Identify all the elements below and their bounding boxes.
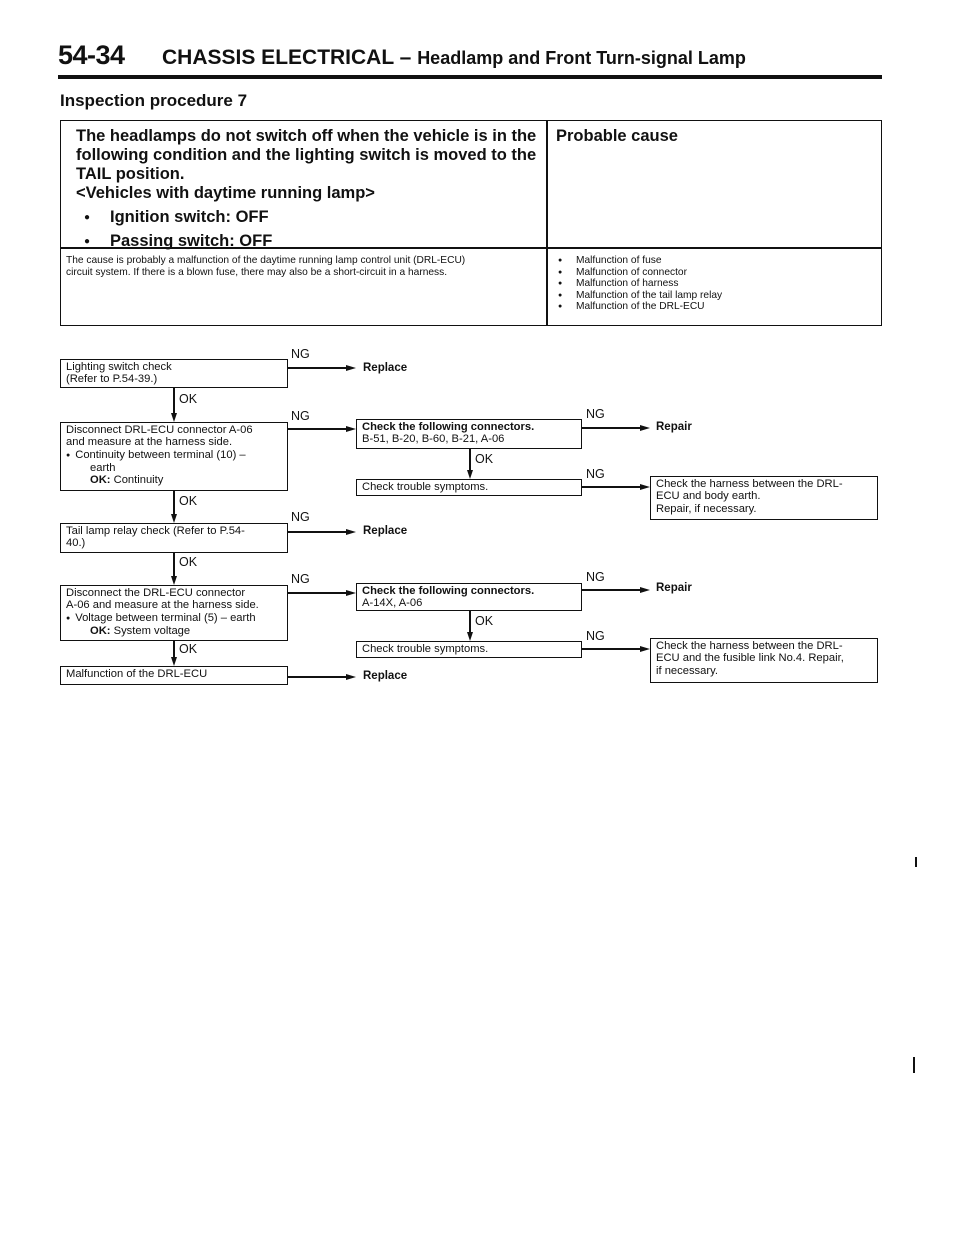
arrow-right-icon bbox=[346, 365, 356, 371]
arrow-down-icon bbox=[467, 632, 473, 641]
step-text: Disconnect DRL-ECU connector A-06 bbox=[66, 424, 253, 436]
connector-line bbox=[288, 676, 346, 678]
connector-line bbox=[582, 589, 640, 591]
step-check-harness-fusible-link bbox=[650, 638, 878, 683]
arrow-down-icon bbox=[171, 576, 177, 585]
connector-line bbox=[469, 611, 471, 633]
cause-item: ● Malfunction of the tail lamp relay bbox=[558, 290, 722, 302]
arrow-down-icon bbox=[171, 657, 177, 666]
procedure-title: Inspection procedure 7 bbox=[60, 91, 248, 110]
arrow-right-icon bbox=[640, 425, 650, 431]
ok-criteria-value: Continuity bbox=[113, 474, 164, 487]
connector-line bbox=[288, 367, 346, 369]
scan-mark bbox=[915, 857, 917, 867]
step-text: Disconnect the DRL-ECU connector bbox=[66, 587, 246, 599]
step-text: ● Voltage between terminal (5) – earth bbox=[66, 612, 282, 625]
ok-label: OK bbox=[179, 642, 198, 656]
step-text: B-51, B-20, B-60, B-21, A-06 bbox=[362, 433, 505, 446]
connector-line bbox=[173, 388, 175, 414]
step-voltage-check bbox=[60, 585, 288, 641]
step-text: Lighting switch check bbox=[66, 361, 172, 373]
connector-line bbox=[173, 491, 175, 515]
step-text: ECU and the fusible link No.4. Repair, bbox=[656, 652, 844, 665]
result-replace: Replace bbox=[363, 525, 408, 537]
step-text: Check the following connectors. bbox=[362, 585, 535, 597]
ng-label: NG bbox=[291, 409, 310, 423]
cause-item: ● Malfunction of connector bbox=[558, 267, 722, 279]
result-repair: Repair bbox=[656, 582, 692, 594]
title-dash: – bbox=[399, 46, 412, 69]
step-text: Check the harness between the DRL- bbox=[656, 640, 843, 652]
step-text: and measure at the harness side. bbox=[66, 436, 233, 449]
step-text: Check trouble symptoms. bbox=[362, 481, 489, 493]
connector-line bbox=[288, 428, 346, 430]
cause-item: ● Malfunction of harness bbox=[558, 278, 722, 290]
step-text: if necessary. bbox=[656, 664, 718, 677]
ok-criteria-value: System voltage bbox=[113, 624, 191, 637]
ok-criteria-label: OK: bbox=[90, 474, 111, 487]
symptom-line: The headlamps do not switch off when the vehicle is in the bbox=[76, 127, 537, 145]
arrow-right-icon bbox=[346, 590, 356, 596]
arrow-right-icon bbox=[640, 587, 650, 593]
step-text: Check the following connectors. bbox=[362, 421, 535, 433]
ng-label: NG bbox=[291, 572, 310, 586]
step-check-connectors bbox=[356, 419, 582, 449]
header-rule bbox=[58, 75, 882, 79]
arrow-right-icon bbox=[346, 674, 356, 680]
ok-criteria bbox=[66, 474, 282, 486]
arrow-right-icon bbox=[640, 646, 650, 652]
ng-label: NG bbox=[586, 467, 605, 481]
ng-label: NG bbox=[586, 629, 605, 643]
table-divider-vertical bbox=[546, 120, 548, 326]
probable-cause-list bbox=[558, 255, 722, 313]
step-text: Check trouble symptoms. bbox=[362, 643, 489, 655]
connector-line bbox=[582, 486, 640, 488]
arrow-down-icon bbox=[171, 514, 177, 523]
ok-label: OK bbox=[179, 494, 198, 508]
step-check-connectors bbox=[356, 583, 582, 611]
symptom-line: <Vehicles with daytime running lamp> bbox=[76, 184, 375, 202]
connector-line bbox=[173, 641, 175, 658]
ng-label: NG bbox=[291, 347, 310, 361]
step-check-harness-body-earth bbox=[650, 476, 878, 520]
arrow-down-icon bbox=[467, 470, 473, 479]
step-text: Malfunction of the DRL-ECU bbox=[66, 668, 208, 680]
step-check-trouble-symptoms bbox=[356, 479, 582, 496]
ok-label: OK bbox=[475, 452, 494, 466]
cause-description bbox=[66, 255, 540, 279]
step-text: ECU and body earth. bbox=[656, 490, 761, 503]
arrow-right-icon bbox=[640, 484, 650, 490]
result-replace: Replace bbox=[363, 670, 408, 682]
page-number: 54-34 bbox=[58, 40, 125, 70]
scan-mark bbox=[913, 1057, 915, 1073]
ng-label: NG bbox=[586, 570, 605, 584]
cause-description-line: The cause is probably a malfunction of the daytime running lamp control unit (DRL-ECU) bbox=[66, 255, 466, 266]
connector-line bbox=[582, 427, 640, 429]
connector-line bbox=[582, 648, 640, 650]
ok-criteria bbox=[66, 625, 282, 637]
step-text: Check the harness between the DRL- bbox=[656, 478, 843, 490]
connector-line bbox=[469, 449, 471, 471]
cause-item: ● Malfunction of fuse bbox=[558, 255, 722, 267]
step-text: 40.) bbox=[66, 537, 86, 550]
step-text: (Refer to P.54-39.) bbox=[66, 373, 158, 386]
connector-line bbox=[288, 592, 346, 594]
ok-label: OK bbox=[179, 555, 198, 569]
result-replace: Replace bbox=[363, 362, 408, 374]
step-text: A-06 and measure at the harness side. bbox=[66, 599, 259, 612]
symptom-line: following condition and the lighting switch is moved to the bbox=[76, 146, 537, 164]
step-lighting-switch-check bbox=[60, 359, 288, 388]
symptom-line: TAIL position. bbox=[76, 165, 185, 183]
connector-line bbox=[173, 553, 175, 577]
section-subtitle: Headlamp and Front Turn-signal Lamp bbox=[417, 48, 746, 68]
section-title bbox=[162, 46, 746, 70]
step-check-trouble-symptoms bbox=[356, 641, 582, 658]
ng-label: NG bbox=[586, 407, 605, 421]
ok-label: OK bbox=[475, 614, 494, 628]
condition-item: ● Ignition switch: OFF bbox=[76, 208, 540, 227]
cause-description-line: circuit system. If there is a blown fuse, there may also be a short-circuit in a harness. bbox=[66, 267, 448, 278]
step-tail-lamp-relay-check bbox=[60, 523, 288, 553]
step-text: A-14X, A-06 bbox=[362, 597, 423, 610]
ok-label: OK bbox=[179, 392, 198, 406]
arrow-right-icon bbox=[346, 529, 356, 535]
step-text: Repair, if necessary. bbox=[656, 502, 757, 515]
probable-cause-heading: Probable cause bbox=[556, 127, 678, 145]
step-text: ● Continuity between terminal (10) – bbox=[66, 449, 282, 462]
arrow-right-icon bbox=[346, 426, 356, 432]
section-name: CHASSIS ELECTRICAL bbox=[162, 46, 394, 69]
connector-line bbox=[288, 531, 346, 533]
cause-item: ● Malfunction of the DRL-ECU bbox=[558, 301, 722, 313]
condition-item: ● Passing switch: OFF bbox=[76, 232, 540, 251]
step-text: Tail lamp relay check (Refer to P.54- bbox=[66, 525, 245, 537]
step-text: earth bbox=[90, 461, 116, 474]
result-repair: Repair bbox=[656, 421, 692, 433]
ok-criteria-label: OK: bbox=[90, 624, 111, 637]
arrow-down-icon bbox=[171, 413, 177, 422]
step-continuity-check bbox=[60, 422, 288, 491]
symptom-description bbox=[76, 127, 540, 251]
step-malfunction-drl-ecu bbox=[60, 666, 288, 685]
ng-label: NG bbox=[291, 510, 310, 524]
